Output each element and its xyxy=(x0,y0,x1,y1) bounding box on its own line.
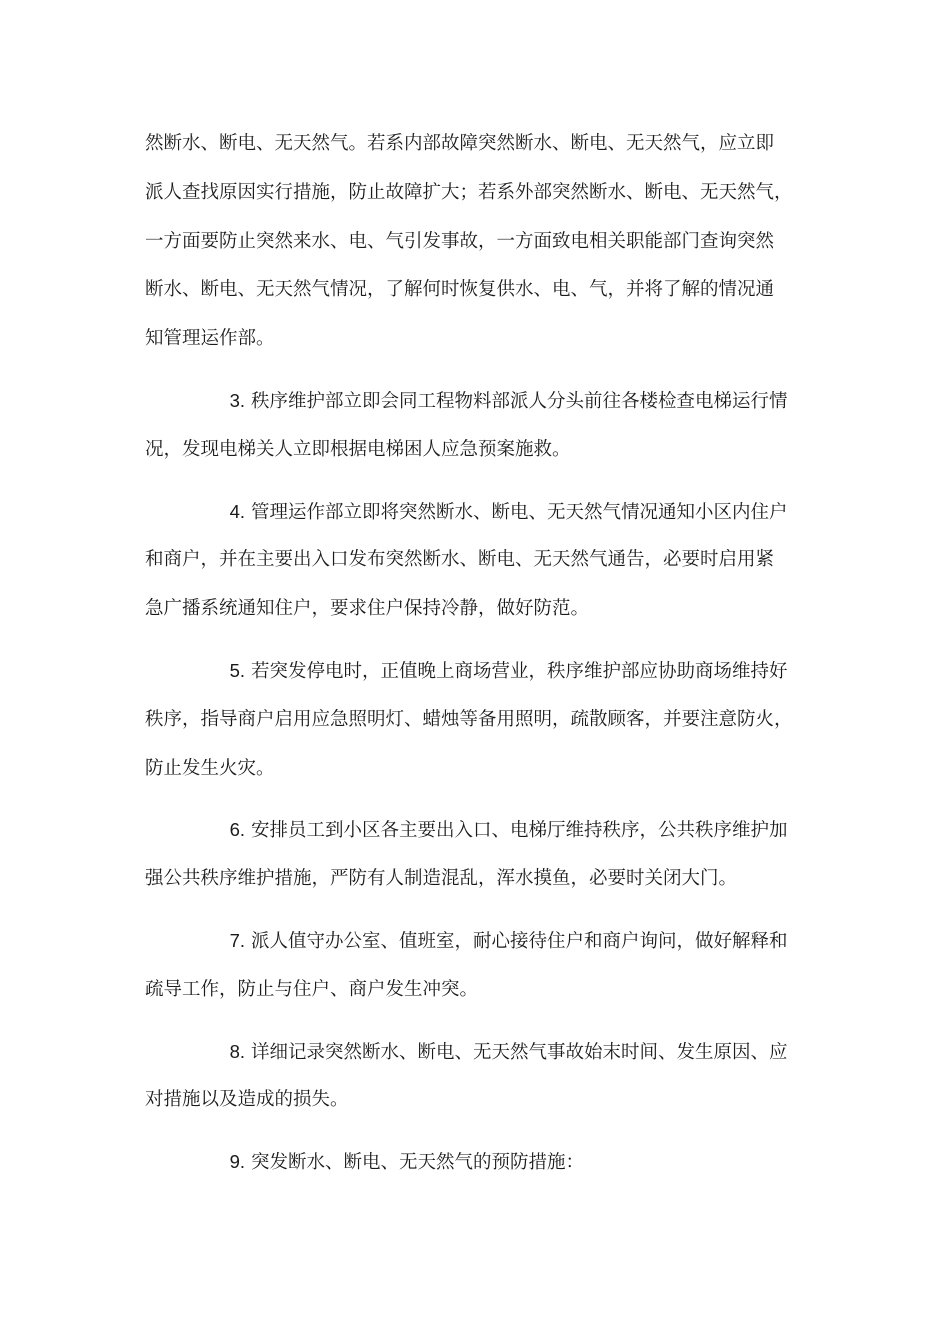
paragraph-item-3 xyxy=(145,377,807,475)
text-line xyxy=(145,1028,807,1077)
item-number: 6. xyxy=(229,819,245,841)
document-body xyxy=(145,120,807,1187)
text-line: 然断水、断电、无天然气。若系内部故障突然断水、断电、无天然气，应立即 xyxy=(145,133,775,154)
item-number: 9. xyxy=(229,1151,245,1173)
text-line: 急广播系统通知住户，要求住户保持冷静，做好防范。 xyxy=(145,598,590,620)
paragraph-item-6 xyxy=(145,806,807,904)
text-line: 疏导工作，防止与住户、商户发生冲突。 xyxy=(145,978,479,1000)
text-line: 对措施以及造成的损失。 xyxy=(145,1089,349,1111)
text-line-content: 若突发停电时，正值晚上商场营业，秩序维护部应协助商场维持好 xyxy=(251,660,788,682)
paragraph-item-5 xyxy=(145,647,807,793)
text-line: 和商户，并在主要出入口发布突然断水、断电、无天然气通告，必要时启用紧 xyxy=(145,549,775,571)
text-line xyxy=(145,377,807,426)
text-line xyxy=(145,488,807,537)
text-line: 防止发生火灾。 xyxy=(145,757,275,779)
paragraph-continuation xyxy=(145,120,807,364)
text-line xyxy=(145,806,807,855)
text-line: 秩序，指导商户启用应急照明灯、蜡烛等备用照明，疏散顾客，并要注意防火， xyxy=(145,708,793,730)
paragraph-item-4 xyxy=(145,488,807,634)
text-line-content: 派人值守办公室、值班室，耐心接待住户和商户询问，做好解释和 xyxy=(251,930,788,952)
text-line xyxy=(145,917,807,966)
item-number: 3. xyxy=(229,389,245,411)
text-line: 知管理运作部。 xyxy=(145,328,275,350)
item-number: 7. xyxy=(229,929,245,951)
text-line xyxy=(145,647,807,696)
text-line: 一方面要防止突然来水、电、气引发事故，一方面致电相关职能部门查询突然 xyxy=(145,230,775,252)
item-number: 8. xyxy=(229,1040,245,1062)
text-line: 派人查找原因实行措施，防止故障扩大；若系外部突然断水、断电、无天然气， xyxy=(145,181,793,203)
text-line-content: 秩序维护部立即会同工程物料部派人分头前往各楼检查电梯运行情 xyxy=(251,390,788,412)
text-line: 强公共秩序维护措施，严防有人制造混乱，浑水摸鱼，必要时关闭大门。 xyxy=(145,868,738,890)
text-line: 况，发现电梯关人立即根据电梯困人应急预案施救。 xyxy=(145,438,571,460)
text-line-content: 安排员工到小区各主要出入口、电梯厅维持秩序，公共秩序维护加 xyxy=(251,820,788,842)
text-line-content: 管理运作部立即将突然断水、断电、无天然气情况通知小区内住户 xyxy=(251,501,788,523)
text-line-content: 详细记录突然断水、断电、无天然气事故始末时间、发生原因、应 xyxy=(251,1041,788,1063)
text-line xyxy=(145,1138,807,1187)
text-line: 断水、断电、无天然气情况，了解何时恢复供水、电、气，并将了解的情况通 xyxy=(145,279,775,301)
item-number: 5. xyxy=(229,659,245,681)
paragraph-item-9 xyxy=(145,1138,807,1187)
item-number: 4. xyxy=(229,500,245,522)
paragraph-item-7 xyxy=(145,917,807,1015)
paragraph-item-8 xyxy=(145,1028,807,1126)
text-line-content: 突发断水、断电、无天然气的预防措施： xyxy=(251,1152,585,1174)
